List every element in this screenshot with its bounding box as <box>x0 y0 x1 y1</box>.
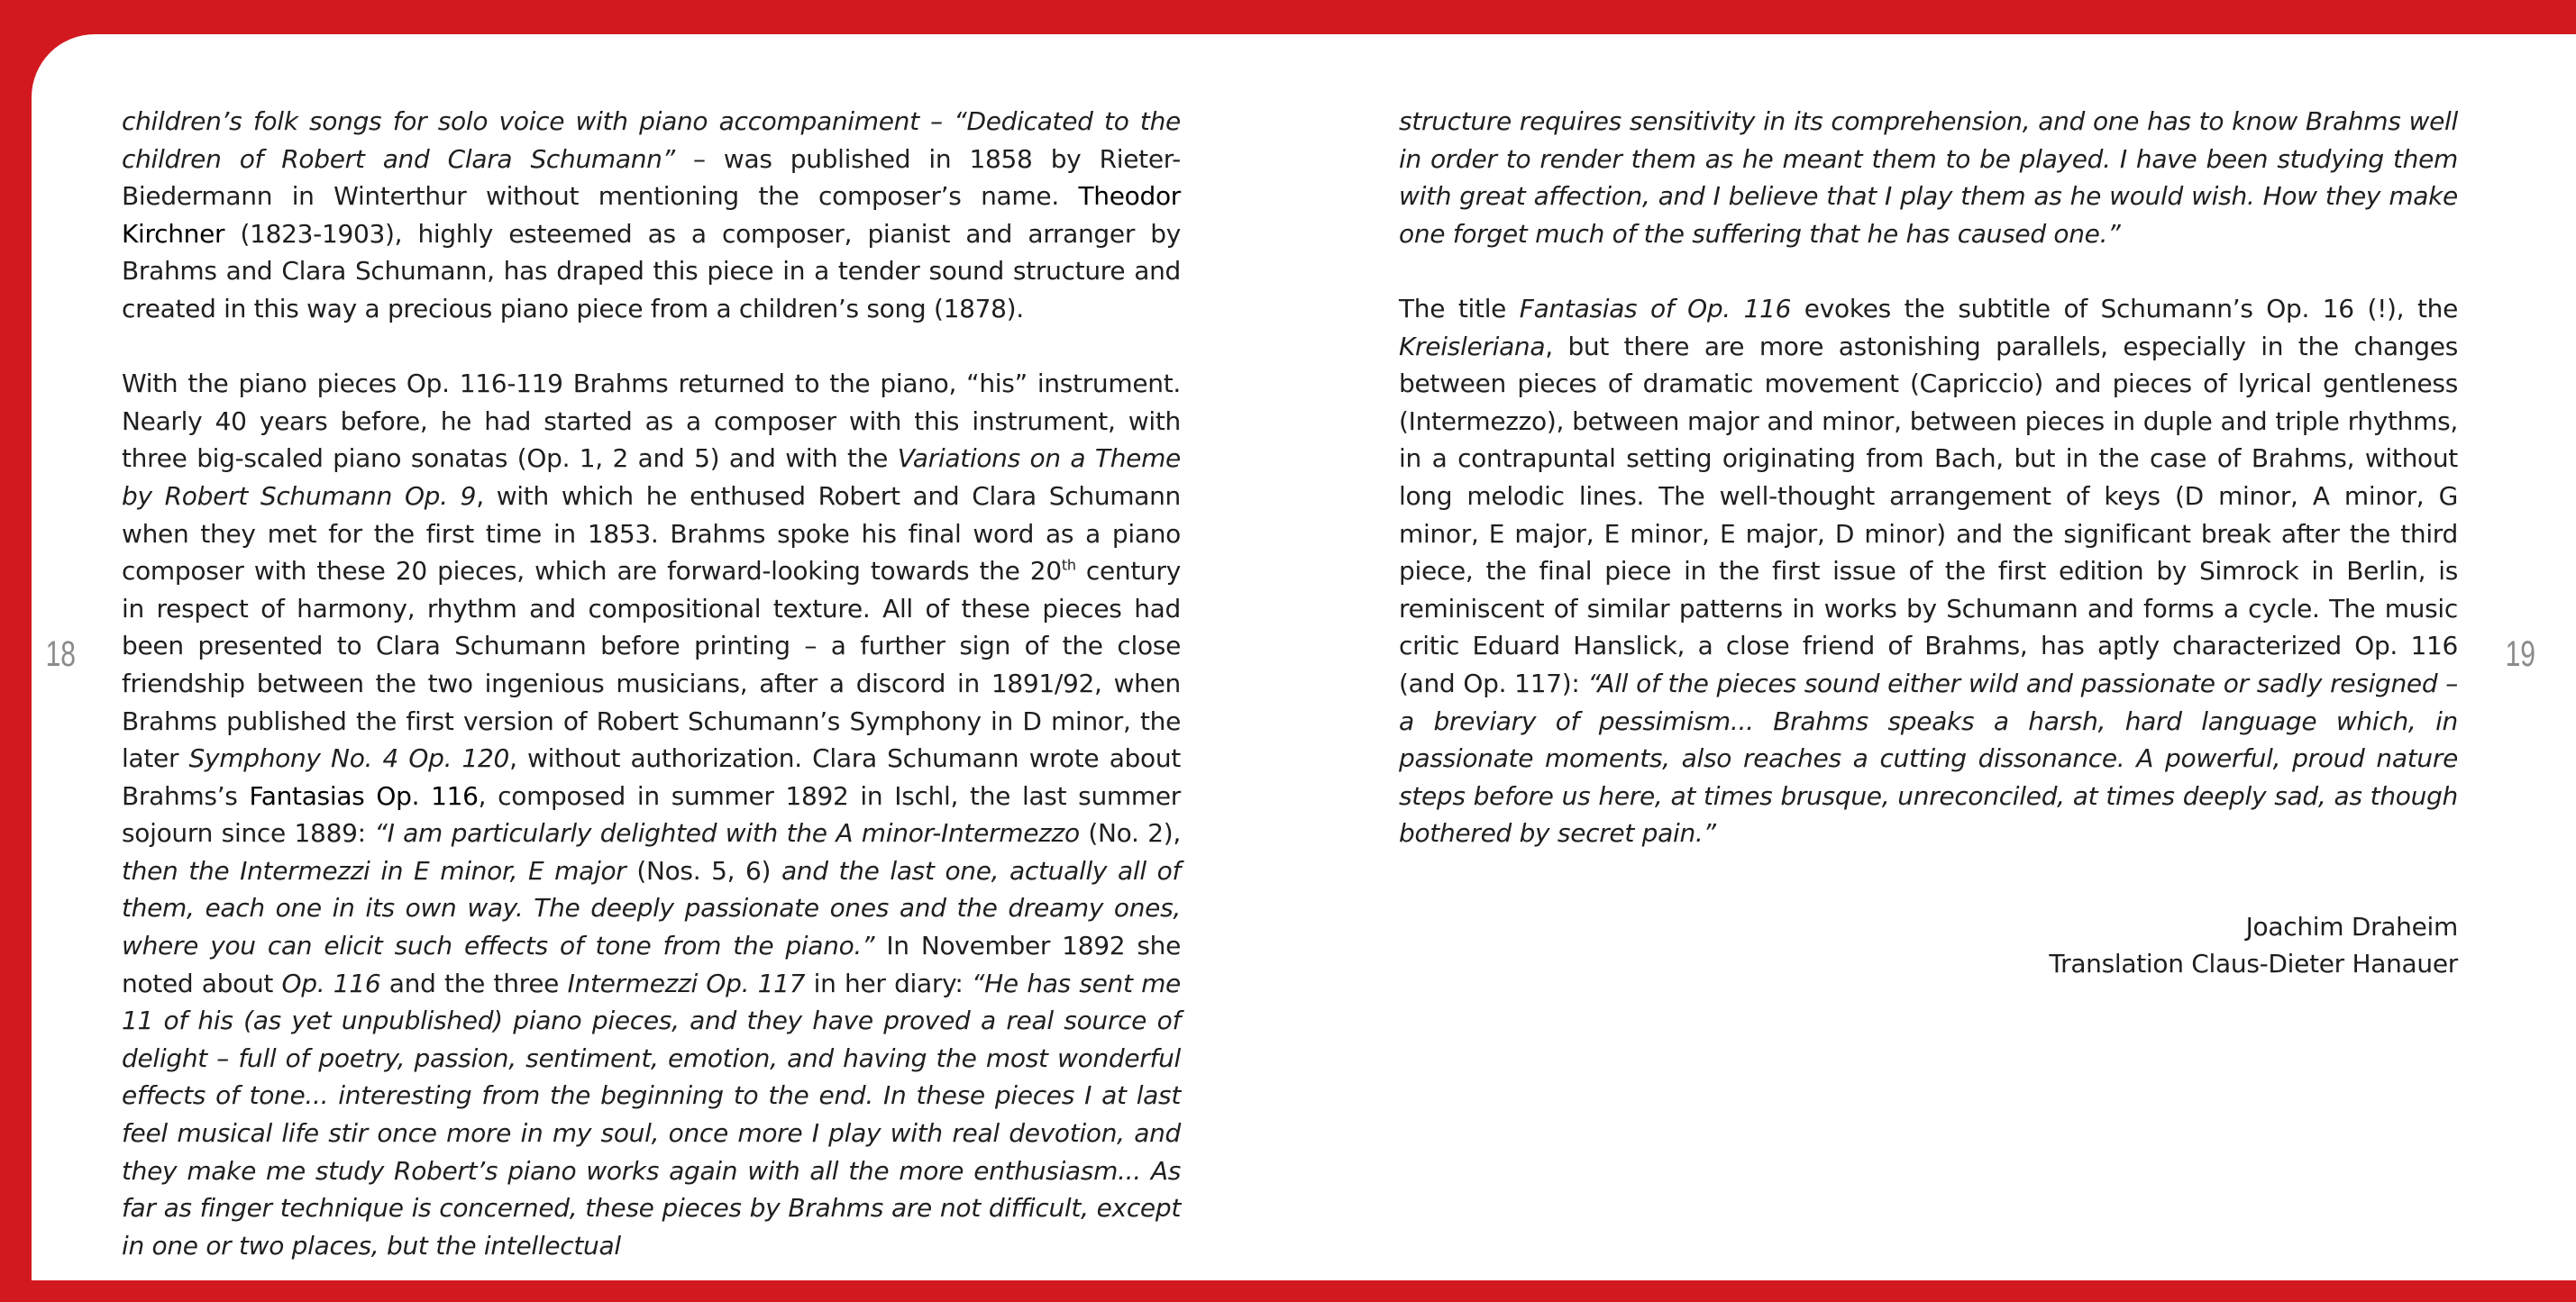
text: evokes the subtitle of Schumann’s Op. 16 (!), the <box>1791 293 2459 323</box>
superscript: th <box>1061 556 1076 574</box>
text: (No. 2), <box>1079 818 1181 849</box>
top-red-bar <box>0 0 2576 34</box>
italic-text: Intermezzi Op. 117 <box>567 968 806 998</box>
text: (Nos. 5, 6) <box>626 855 781 886</box>
italic-text: children’s folk songs for solo voice with piano accompaniment – “Dedicated to the children of Robert and Clara Schumann” <box>122 106 1181 174</box>
italic-text: Fantasias of Op. 116 <box>1519 293 1792 323</box>
translator-credit: Translation Claus-Dieter Hanauer <box>2049 949 2458 979</box>
italic-text: structure requires sensitivity in its comprehension, and one has to know Brahms well in order to render them as he meant them to be played. I have been studying them with great affection, and I believe that I play them as he would wish. How they make one forget much of the suffering that he has caused one.” <box>1399 106 2458 249</box>
text: , but there are more astonishing parallels, especially in the changes between pieces of dramatic movement (Capriccio) and pieces of lyrical gentleness (Intermezzo), between major and minor, between pieces in duple and triple rhythms, in a contrapuntal setting originating from Bach, but in the case of Brahms, without long melodic lines. The well-thought arrangement of keys (D minor, A minor, G minor, E major, E minor, E major, D minor) and the significant break after the third piece, the final piece in the first issue of the first edition by Simrock in Berlin, is reminiscent of similar patterns in works by Schumann and forms a cycle. The music critic Eduard Hanslick, a close friend of Brahms, has aptly characterized Op. 116 (and Op. 117): <box>1399 331 2458 698</box>
italic-text: “He has sent me 11 of his (as yet unpublished) piano pieces, and they have proved a real source of delight – full of poetry, passion, sentiment, emotion, and having the most wonderful effects of tone... interesting from the beginning to the end. In these pieces I at last feel musical life stir once more in my soul, once more I play with real devotion, and they make me study Robert’s piano works again with all the more enthusiasm... As far as finger technique is concerned, these pieces by Brahms are not difficult, except in one or two places, but the intellectual <box>122 968 1181 1261</box>
text: , composed in summer 1892 in Ischl, the last summer sojourn since 1889: <box>122 780 1181 849</box>
italic-text: and the last one, actually all of them, each one in its own way. The deeply passionate ones and the dreamy ones, where you can elicit such effects of tone from the piano.” <box>122 855 1181 961</box>
paragraph <box>1399 290 2458 852</box>
author-name: Joachim Draheim <box>2245 911 2458 942</box>
text: and the three <box>380 968 568 998</box>
text: In November 1892 she noted about <box>122 931 1181 998</box>
text: century in respect of harmony, rhythm and compositional texture. All of these pieces had been presented to Clara Schumann before printing – a further sign of the close friendship between the two ingenious musicians, after a discord in 1891/92, when Brahms published the first version of Robert Schumann’s Symphony in D minor, the later <box>122 556 1181 774</box>
highlighted-name: Theodor Kirchner <box>122 181 1181 249</box>
left-page-column <box>122 103 1181 1302</box>
paragraph <box>122 365 1181 1264</box>
text: – was published in 1858 by Rieter-Biedermann in Winterthur without mentioning the composer’s name. <box>122 143 1181 212</box>
left-red-bar <box>0 0 32 1280</box>
italic-text: then the Intermezzi in E minor, E major <box>122 855 626 886</box>
right-page-column <box>1399 103 2458 983</box>
text: (1823-1903), highly esteemed as a composer, pianist and arranger by Brahms and Clara Schumann, has draped this piece in a tender sound structure and created in this way a precious piano piece from a children’s song (1878). <box>122 218 1181 323</box>
text: The title <box>1399 293 1520 323</box>
italic-text: Variations on a Theme by Robert Schumann Op. 9 <box>122 443 1181 511</box>
page-number-left: 18 <box>45 634 76 674</box>
italic-text: Kreisleriana <box>1399 331 1546 361</box>
italic-text: Symphony No. 4 Op. 120 <box>188 743 510 774</box>
text: , with which he enthused Robert and Clara Schumann when they met for the first time in 1853. Brahms spoke his final word as a piano composer with these 20 pieces, which are forward-looking towards the 20 <box>122 480 1181 587</box>
italic-text: “All of the pieces sound either wild and passionate or sadly resigned – a breviary of pessimism... Brahms speaks a harsh, hard language which, in passionate moments, also reaches a cutting dissonance. A powerful, proud nature steps before us here, at times brusque, unreconciled, at times deeply sad, as though bothered by secret pain.” <box>1399 668 2458 849</box>
text: , without authorization. Clara Schumann wrote about Brahms’s <box>122 743 1181 811</box>
text: in her diary: <box>805 968 972 998</box>
italic-text: “I am particularly delighted with the A minor-Intermezzo <box>374 818 1080 849</box>
text: With the piano pieces Op. 116-119 Brahms returned to the piano, “his” instrument. Nearly 40 years before, he had started as a composer with this instrument, with three big-scaled piano sonatas (Op. 1, 2 and 5) and with the <box>122 369 1181 474</box>
paragraph <box>1399 103 2458 252</box>
paragraph <box>122 103 1181 328</box>
booklet-spread <box>32 34 2576 1280</box>
italic-text: Op. 116 <box>281 968 381 998</box>
highlighted-name: Fantasias Op. 116 <box>249 780 479 811</box>
signature-block <box>1399 908 2458 983</box>
page-number-right: 19 <box>2505 634 2535 674</box>
